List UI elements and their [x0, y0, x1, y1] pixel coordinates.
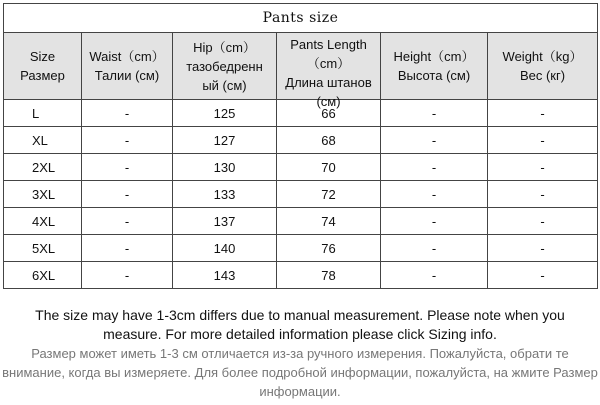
header-line: ый (см) — [202, 77, 247, 93]
waist-cell: - — [82, 235, 173, 262]
weight-cell: - — [488, 262, 598, 289]
table-row — [4, 154, 598, 181]
table-row — [4, 181, 598, 208]
length-header — [277, 33, 381, 109]
table-row — [4, 127, 598, 154]
height-header — [381, 33, 488, 100]
height-cell: - — [381, 262, 488, 289]
hip-cell: 130 — [173, 154, 277, 181]
header-line: Size — [29, 49, 56, 64]
waist-cell: - — [82, 208, 173, 235]
table-row — [4, 235, 598, 262]
weight-cell: - — [488, 100, 598, 127]
height-cell: - — [381, 100, 488, 127]
waist-cell: - — [82, 100, 173, 127]
header-line: Высота (см) — [397, 68, 471, 83]
notes — [0, 306, 600, 401]
hip-cell: 133 — [173, 181, 277, 208]
weight-cell: - — [488, 127, 598, 154]
length-cell: 70 — [277, 154, 381, 181]
length-cell: 76 — [277, 235, 381, 262]
hip-cell: 140 — [173, 235, 277, 262]
note-english: The size may have 1-3cm differs due to manual measurement. Please note when you measure. For more detailed information please click Sizing info. — [35, 307, 565, 342]
height-cell: - — [381, 154, 488, 181]
height-cell: - — [381, 181, 488, 208]
header-line: Waist（cm） — [89, 49, 165, 64]
hip-cell: 125 — [173, 100, 277, 127]
length-cell: 78 — [277, 262, 381, 289]
height-cell: - — [381, 208, 488, 235]
size-header — [4, 33, 82, 100]
size-cell: 6XL — [4, 262, 82, 289]
header-line: （cm） — [306, 56, 351, 71]
waist-header — [82, 33, 173, 100]
waist-cell: - — [82, 262, 173, 289]
hip-cell: 143 — [173, 262, 277, 289]
header-line: (см) — [316, 94, 341, 109]
header-line: тазобедренн — [186, 58, 263, 74]
header-line: Weight（kg） — [502, 49, 583, 64]
table-title: Pants size — [4, 4, 598, 33]
length-cell: 72 — [277, 181, 381, 208]
height-cell: - — [381, 127, 488, 154]
note-russian: Размер может иметь 1-3 см отличается из-за ручного измерения. Пожалуйста, обрати те внимание, когда вы измеряете. Для более подробной информации, пожалуйста, на жмите Размер информации. — [2, 346, 598, 399]
size-cell: 4XL — [4, 208, 82, 235]
weight-header — [488, 33, 598, 100]
size-cell: 3XL — [4, 181, 82, 208]
title-row — [4, 4, 598, 33]
header-line: Вес (кг) — [519, 68, 566, 83]
size-cell: 2XL — [4, 154, 82, 181]
weight-cell: - — [488, 181, 598, 208]
length-cell: 68 — [277, 127, 381, 154]
size-cell: XL — [4, 127, 82, 154]
header-line: Hip（cm） — [193, 39, 256, 55]
header-line: Height（cm） — [393, 49, 475, 64]
hip-cell: 127 — [173, 127, 277, 154]
weight-cell: - — [488, 235, 598, 262]
header-line: Pants Length — [290, 37, 367, 52]
table-row — [4, 208, 598, 235]
waist-cell: - — [82, 154, 173, 181]
header-line: Талии (см) — [94, 68, 160, 83]
header-line: Размер — [20, 68, 65, 83]
waist-cell: - — [82, 127, 173, 154]
hip-header — [173, 33, 277, 100]
height-cell: - — [381, 235, 488, 262]
length-cell: 74 — [277, 208, 381, 235]
size-cell: L — [4, 100, 82, 127]
weight-cell: - — [488, 154, 598, 181]
header-row — [4, 33, 598, 100]
length-cell: 66 — [277, 100, 381, 127]
header-line: Длина штанов — [285, 75, 372, 90]
waist-cell: - — [82, 181, 173, 208]
size-cell: 5XL — [4, 235, 82, 262]
weight-cell: - — [488, 208, 598, 235]
hip-cell: 137 — [173, 208, 277, 235]
pants-size-table — [3, 3, 598, 289]
table-row — [4, 262, 598, 289]
